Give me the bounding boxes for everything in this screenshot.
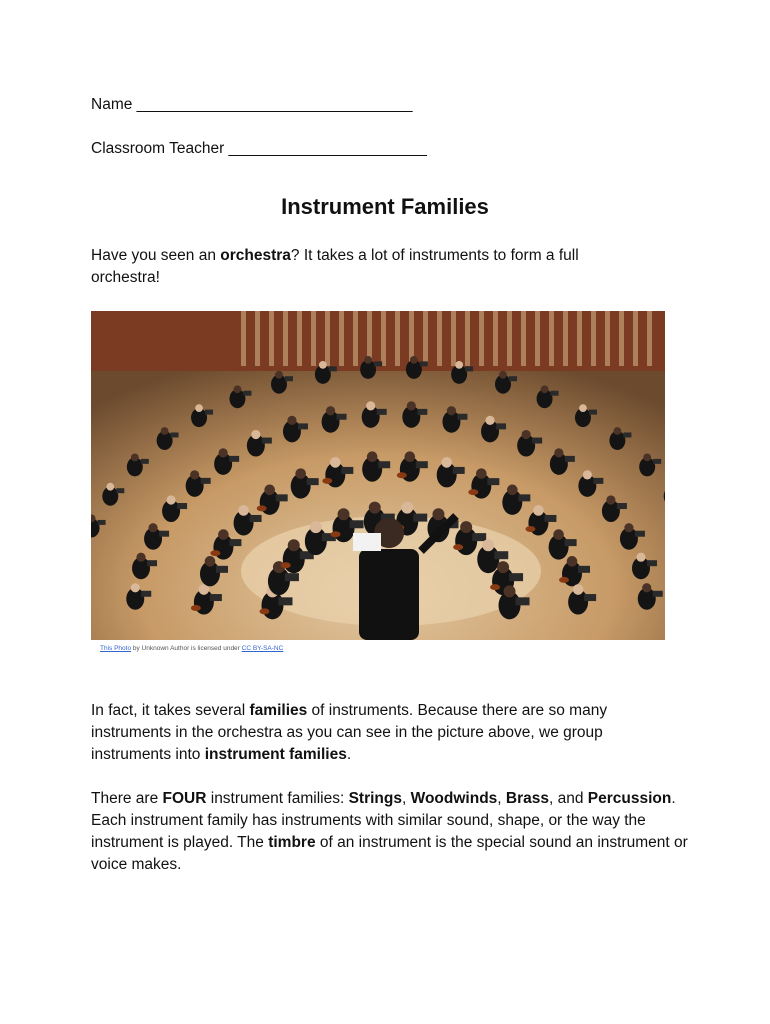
families-paragraph: In fact, it takes several families of instruments. Because there are so many instruments in the orchestra as you can see in the picture above, we group instruments into instrument families.: [91, 702, 608, 763]
photo-link[interactable]: This Photo: [100, 645, 132, 652]
license-link[interactable]: CC BY-SA-NC: [241, 645, 284, 652]
classroom-teacher-field-line: Classroom Teacher _______________________: [91, 140, 427, 157]
orchestra-photo: [91, 311, 665, 640]
name-field-line: Name ________________________________: [91, 96, 413, 113]
four-families-paragraph: There are FOUR instrument families: Strings, Woodwinds, Brass, and Percussion. Each instrument family has instruments with similar sound, shape, or the way the instrument is played. The timbre of an instrument is the special sound an instrument or voice makes.: [91, 790, 688, 873]
page-title: Instrument Families: [281, 194, 489, 219]
intro-paragraph: Have you seen an orchestra? It takes a lot of instruments to form a full orchestra!: [91, 247, 579, 286]
photo-credit: This Photo by Unknown Author is licensed under CC BY-SA-NC: [100, 645, 284, 652]
